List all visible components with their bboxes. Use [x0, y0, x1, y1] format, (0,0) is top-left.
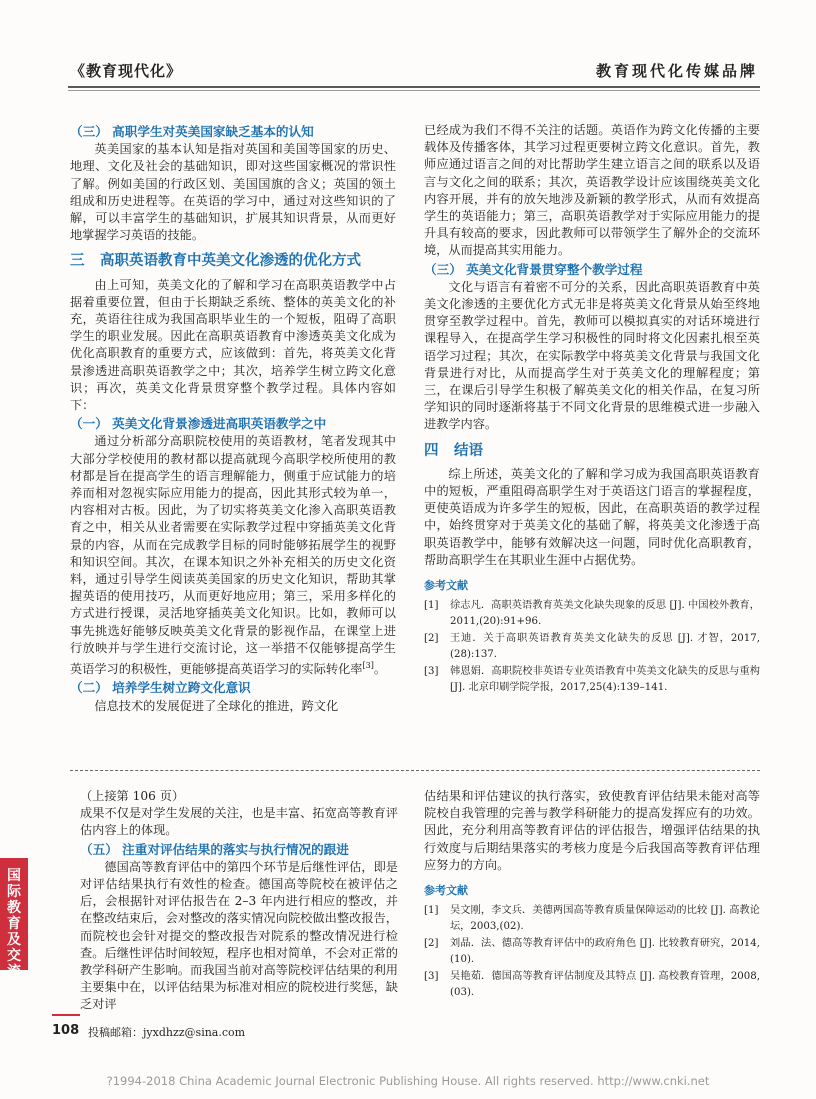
- header-rule: [68, 86, 760, 88]
- article-right-column: [424, 122, 760, 697]
- section-title: 结语: [454, 441, 483, 459]
- continued-right-column: [424, 788, 760, 1002]
- paragraph-text: 通过分析部分高职院校使用的英语教材，笔者发现其中大部分学校使用的教材都以提高就现今高职学校所使用的教材都是旨在提高学生的语言理解能力，侧重于应试能力的培养而相对忽视实际应用能力的提高，因此其形式较为单一，内容相对古板。因此，为了切实将英美文化渗入高职英语教育之中，相关从业者需要在实际教学过程中穿插英美文化背景的内容，从而在完成教学目标的同时能够拓展学生的视野和知识空间。其次，在课本知识之外补充相关的历史文化资料，通过引导学生阅读英美国家的历史文化知识，帮助其掌握英语的使用技巧，从而更好地应用；第三，采用多样化的方式进行授课，灵活地穿插英美文化知识。比如，教师可以事先挑选好能够反映英美文化背景的影视作品，在课堂上进行放映并与学生进行交流讨论，这一举措不仅能够提高学生英语学习的积极性，更能够提高英语学习的实际转化率: [70, 434, 396, 677]
- side-tab-char: 育: [7, 916, 21, 932]
- brand-slogan: 教育现代化传媒品牌: [595, 62, 758, 80]
- reference-item: [424, 936, 760, 967]
- paragraph: 成果不仅是对学生发展的关注，也是丰富、拓宽高等教育评估内容上的体现。: [80, 806, 398, 838]
- reference-number: [1]: [424, 905, 439, 917]
- paragraph: 文化与语言有着密不可分的关系，因此高职英语教育中英美文化渗透的主要优化方式无非是将英美文化背景从始至终地贯穿至教学过程中。首先，教师可以模拟真实的对话环境进行课程导入，在提高学生学习积极性的同时将文化因素扎根至英语学习过程；其次，在实际教学中将英美文化背景与我国文化背景进行对比，从而提高学生对于英美文化的理解程度；第三，在课后引导学生积极了解英美文化的相关作品，在复习所学知识的同时逐渐将基于不同文化背景的思维模式进一步融入进教学内容。: [424, 279, 760, 432]
- side-tab-char: 际: [7, 884, 21, 900]
- paragraph: 已经成为我们不得不关注的话题。英语作为跨文化传播的主要载体及传播客体，其学习过程更要树立跨文化意识。首先，教师应通过语言之间的对比帮助学生建立语言之间的联系以及语言与文化之间的联系；其次，英语教学设计应该围绕英美文化内容开展，并有的放矢地涉及新颖的教学形式，从而有效提高学生的英语能力；第三，高职英语教学对于实际应用能力的提升具有较高的要求，因此教师可以带领学生了解外企的交流环境，从而提高其实用能力。: [424, 123, 760, 258]
- reference-number: [1]: [424, 600, 439, 612]
- section-heading: [70, 252, 396, 269]
- reference-number: [3]: [424, 666, 439, 678]
- page-number-rule: [52, 1014, 80, 1016]
- reference-number: [2]: [424, 938, 439, 950]
- subsection-heading: （三） 英美文化背景贯穿整个教学过程: [424, 261, 643, 277]
- side-tab-char: 及: [7, 932, 21, 948]
- reference-item: [424, 598, 760, 629]
- subsection-heading: （二） 培养学生树立跨文化意识: [70, 680, 251, 696]
- paragraph: 综上所述，英美文化的了解和学习成为我国高职英语教育中的短板，严重阻碍高职学生对于英语这门语言的掌握程度，更使英语成为许多学生的短板，因此，在高职英语的教学过程中，始终贯穿对于英美文化的基础了解，将英美文化渗透于高职英语教学中，能够有效解决这一问题，同时优化高职教育，帮助高职学生在其职业生涯中占据优势。: [424, 466, 760, 567]
- side-tab-char: 国: [7, 868, 21, 884]
- submission-email: 投稿邮箱：jyxdhzz@sina.com: [88, 1026, 246, 1039]
- subsection-heading: （三） 高职学生对英美国家缺乏基本的认知: [70, 124, 314, 139]
- side-tab-char: 教: [7, 900, 21, 916]
- references-heading: 参考文献: [424, 579, 468, 593]
- reference-item: [424, 969, 760, 1000]
- continued-left-column: [80, 788, 398, 1014]
- section-title: 高职英语教育中英美文化渗透的优化方式: [100, 252, 361, 270]
- reference-number: [2]: [424, 633, 439, 645]
- subsection-heading: （一） 英美文化背景渗透进高职英语教学之中: [70, 416, 327, 432]
- reference-number: [3]: [424, 971, 439, 983]
- reference-text: 王迪．关于高职英语教育英美文化缺失的反思 [J]. 才智，2017,(28):137.: [450, 633, 760, 660]
- paragraph: 德国高等教育评估中的第四个环节是后继性评估，即是对评估结果执行有效性的检查。德国高等院校在被评估之后，会根据针对评估报告在 2–3 年内进行相应的整改，并在整改结束后，会对整改的落实情况向院校做出整改报告，而院校也会针对提交的整改报告对院系的整改情况进行检查。后继性评估时间较短，程序也相对简单，不会对正常的教学科研产生影响。而我国当前对高等院校评估结果的利用主要集中在，以评估结果为标准对相应的院校进行奖惩，缺乏对评: [80, 859, 398, 1012]
- journal-title: 《教育现代化》: [70, 62, 183, 80]
- side-tab-char: 交: [7, 948, 21, 964]
- paragraph: 英美国家的基本认知是指对英国和美国等国家的历史、地理、文化及社会的基础知识，即对这些国家概况的常识性了解。例如美国的行政区划、美国国旗的含义；英国的领土组成和历史进程等。在英语的学习中，通过对这些知识的了解，可以丰富学生的基础知识，扩展其知识背景，从而更好地掌握学习英语的技能。: [70, 142, 396, 243]
- copyright-footer: ?1994-2018 China Academic Journal Electronic Publishing House. All rights reserved. http://www.cnki.net: [106, 1074, 710, 1088]
- paragraph: 估结果和评估建议的执行落实，致使教育评估结果未能对高等院校自我管理的完善与教学科研能力的提高发挥应有的功效。因此，充分利用高等教育评估的评估报告，增强评估结果的执行效度与后期结果落实的考核力度是今后我国高等教育评估理应努力的方向。: [424, 789, 760, 872]
- subsection-heading: （五） 注重对评估结果的落实与执行情况的跟进: [80, 841, 349, 857]
- section-side-tab: [0, 858, 28, 980]
- section-number: 四: [424, 441, 439, 459]
- reference-list: [424, 598, 760, 695]
- paragraph: [70, 433, 396, 678]
- references-heading: 参考文献: [424, 884, 468, 898]
- reference-text: 韩恩娟．高职院校非英语专业英语教育中英美文化缺失的反思与重构 [J]. 北京印刷学院学报，2017,25(4):139–141.: [450, 666, 760, 693]
- paragraph: 信息技术的发展促进了全球化的推进，跨文化: [94, 698, 339, 713]
- reference-text: 徐志凡．高职英语教育英美文化缺失现象的反思 [J]. 中国校外教育，2011,(20):91+96.: [450, 600, 760, 627]
- reference-text: 刘晶．法、德高等教育评估中的政府角色 [J]. 比较教育研究，2014,(10).: [450, 938, 760, 965]
- citation-mark: [3]: [362, 661, 374, 671]
- continued-note: （上接第 106 页）: [80, 789, 185, 803]
- paragraph-end: 。: [373, 662, 387, 677]
- reference-text: 吴艳茹．德国高等教育评估制度及其特点 [J]. 高校教育管理，2008,(03).: [450, 971, 760, 998]
- reference-item: [424, 664, 760, 695]
- header-rule-thin: [68, 90, 760, 91]
- article-left-column: [70, 122, 396, 715]
- side-tab-char: 流: [7, 964, 21, 980]
- section-heading: [424, 442, 760, 459]
- paragraph: 由上可知，英美文化的了解和学习在高职英语教学中占据着重要位置，但由于长期缺乏系统、整体的英美文化的补充，英语往往成为我国高职毕业生的一个短板，阻碍了高职学生的职业发展。因此在高职英语教育中渗透英美文化成为优化高职教育的重要方式，应该做到：首先，将英美文化背景渗透进高职英语教学之中；其次，培养学生树立跨文化意识；再次，英美文化背景贯穿整个教学过程。具体内容如下：: [70, 277, 396, 413]
- section-number: 三: [70, 252, 85, 270]
- reference-item: [424, 903, 760, 934]
- reference-list: [424, 903, 760, 1000]
- article-separator: [70, 770, 760, 771]
- reference-text: 吴文刚，李文兵．美德两国高等教育质量保障运动的比较 [J]. 高教论坛，2003,(02).: [450, 905, 760, 932]
- reference-item: [424, 631, 760, 662]
- page-number: 108: [52, 1023, 80, 1038]
